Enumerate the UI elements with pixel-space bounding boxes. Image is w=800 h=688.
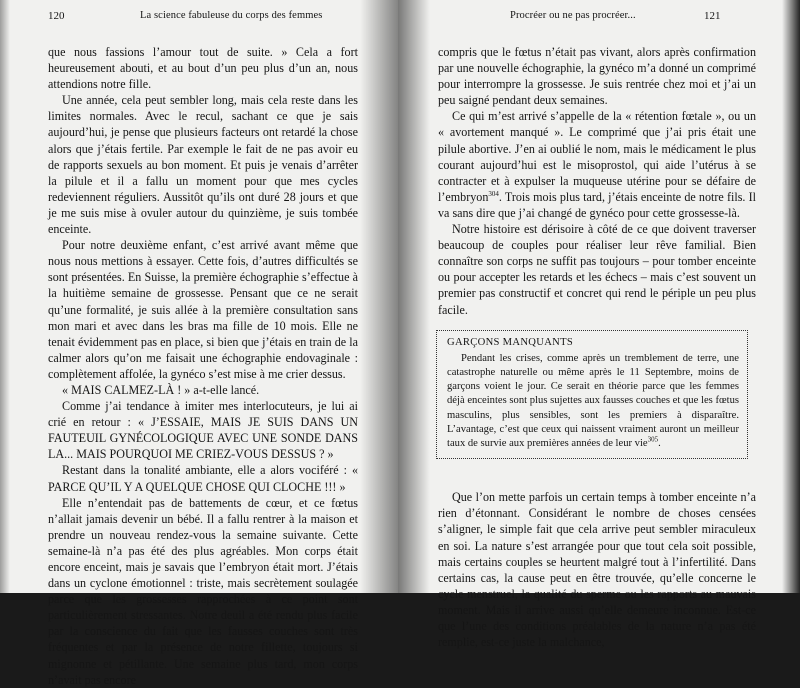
paragraph xyxy=(438,108,756,221)
paragraph: « MAIS CALMEZ-LÀ ! » a-t-elle lancé. xyxy=(62,382,260,397)
paragraph: Que l’on mette parfois un certain temps à tomber enceinte n’a rien d’étonnant. Considérant le nombre de choses censées s’aligner, le simple fait que cela arrive peut sembler miraculeux en soi. La nature s’est arrangée pour que tout cela soit possible, mais certains couples se heurtent malgré tout à l’infertilité. Dans certains cas, la cause peut en être trouvée, qu’elle concerne le cycle menstruel, la qualité du sperme ou les rapports au mauvais moment. Mais il arrive aussi qu’elle demeure inconnue. Est-ce que l’une des conditions préalables de la nature n’a pas été remplie, est-ce juste la malchance, xyxy=(438,490,756,650)
page-edge-shadow xyxy=(782,0,800,593)
paragraph: que nous fassions l’amour tout de suite. » Cela a fort heureusement abouti, et au bout d’un peu plus d’un an, nous attendions notre fille. xyxy=(48,45,358,92)
left-running-title: La science fabuleuse du corps des femmes xyxy=(140,10,323,21)
paragraph-text-continued: . Trois mois plus tard, j’étais enceinte de notre fils. Il va sans dire que j’ai changé de gynéco pour cette grossesse-là. xyxy=(438,189,756,220)
gutter-shadow xyxy=(360,0,398,593)
box-text-body: Pendant les crises, comme après un tremblement de terre, une catastrophe naturelle ou même après le 11 Septembre, moins de garçons voient le jour. Ce serait en théorie parce que les femmes déjà enceintes sont plus sujettes aux fausses couches et que les fœtus masculins, plus sensibles, sont les premiers à disparaître. L’avantage, c’est que ceux qui naissent vraiment auront un meilleur taux de survie aux premières années de leur vie xyxy=(447,352,739,450)
paragraph: Restant dans la tonalité ambiante, elle a alors vociféré : « PARCE QU’IL Y A QUELQUE CHOSE QUI CLOCHE !!! » xyxy=(48,463,358,494)
section-spacer xyxy=(438,469,756,489)
sidebar-box xyxy=(436,330,748,460)
page-edge-shadow xyxy=(0,0,10,593)
box-text-end: . xyxy=(658,438,661,450)
paragraph: Notre histoire est dérisoire à côté de ce que doivent traverser beaucoup de couples pour réaliser leur rêve familial. Bien connaître son corps ne suffit pas toujours – pour tomber enceinte ou pour accepter les retards et les échecs – mais c’est souvent un premier pas constructif et concret qui rend le périple un peu plus facile. xyxy=(438,222,756,317)
footnote-ref: 304 xyxy=(488,189,499,198)
footnote-ref: 305 xyxy=(647,435,659,444)
paragraph-text: Ce qui m’est arrivé s’appelle de la « rétention fœtale », ou un « avortement manqué ». Le comprimé que j’ai pris était une pilule abortive. J’en ai oublié le nom, mais le médicament le plus courant aujourd’hui est le misoprostol, qui aide l’utérus à se contracter et à expulser la muqueuse utérine pour se défaire de l’embryon xyxy=(438,109,756,204)
left-page xyxy=(0,0,398,687)
right-body-text xyxy=(438,44,756,650)
paragraph: Une année, cela peut sembler long, mais cela reste dans les limites normales. Avec le recul, sachant ce que je sais aujourd’hui, je pense que plusieurs facteurs ont retardé la chose alors que j’étais fertile. Par exemple le fait de ne pas avoir eu de rapports sexuels au bon moment. Et puis je venais d’arrêter la pilule et il a fallu un moment pour que mes cycles redeviennent réguliers. Aussitôt qu’ils ont duré 28 jours et que je me suis mise à ovuler autour du quinzième, je suis tombée enceinte. xyxy=(48,93,358,237)
paragraph: Elle n’entendait pas de battements de cœur, et ce fœtus n’allait jamais devenir un bébé. Il a fallu rentrer à la maison et prendre un nouveau rendez-vous la semaine suivante. Cette semaine-là n’a pas été des plus agréables. Mon corps était encore enceint, mais je savais que l’embryon était mort. J’étais dans un cyclone émotionnel : triste, mais secrètement soulagée parce que les grossesses rapprochées à ce point sont particulièrement stressantes. Notre deuil a été rendu plus facile par la conscience du fait que les fausses couches sont très fréquentes et par la présence de notre fillette, toujours si mignonne et pétillante. Une semaine plus tard, mon corps n’avait pas encore xyxy=(48,495,358,687)
right-page xyxy=(398,0,800,650)
box-title: GARÇONS MANQUANTS xyxy=(447,336,574,348)
left-page-number: 120 xyxy=(48,10,65,22)
gutter-shadow xyxy=(398,0,430,593)
box-text xyxy=(447,352,739,451)
right-running-title: Procréer ou ne pas procréer... xyxy=(510,10,636,21)
paragraph: Pour notre deuxième enfant, c’est arrivé avant même que nous nous mettions à essayer. Cette fois, d’autres difficultés se sont présentées. En Suisse, la première échographie s’effectue à la huitième semaine de grossesse. Pensant que ce ne serait qu’une formalité, je suis allée à la première consultation sans mon mari et avec dans les bras ma fille de 10 mois. Elle ne tenait évidemment pas en place, si bien que j’étais en train de la calmer alors qu’on me faisait une échographie endovaginale : complètement affolée, la gynéco s’est mise à me crier dessus. xyxy=(48,238,358,381)
paragraph: Comme j’ai tendance à imiter mes interlocuteurs, je lui ai crié en retour : « J’ESSAIE, MAIS JE SUIS DANS UN FAUTEUIL GYNÉCOLOGIQUE AVEC UNE SONDE DANS LA... MAIS POURQUOI ME CRIEZ-VOUS DESSUS ? » xyxy=(48,399,358,462)
paragraph: compris que le fœtus n’était pas vivant, alors après confirmation par une nouvelle échographie, la gynéco m’a donné un comprimé pour interrompre la grossesse. Je suis rentrée chez moi et j’ai un peu saigné pendant deux semaines. xyxy=(438,45,756,108)
right-page-number: 121 xyxy=(704,10,721,22)
left-body-text xyxy=(48,44,358,688)
